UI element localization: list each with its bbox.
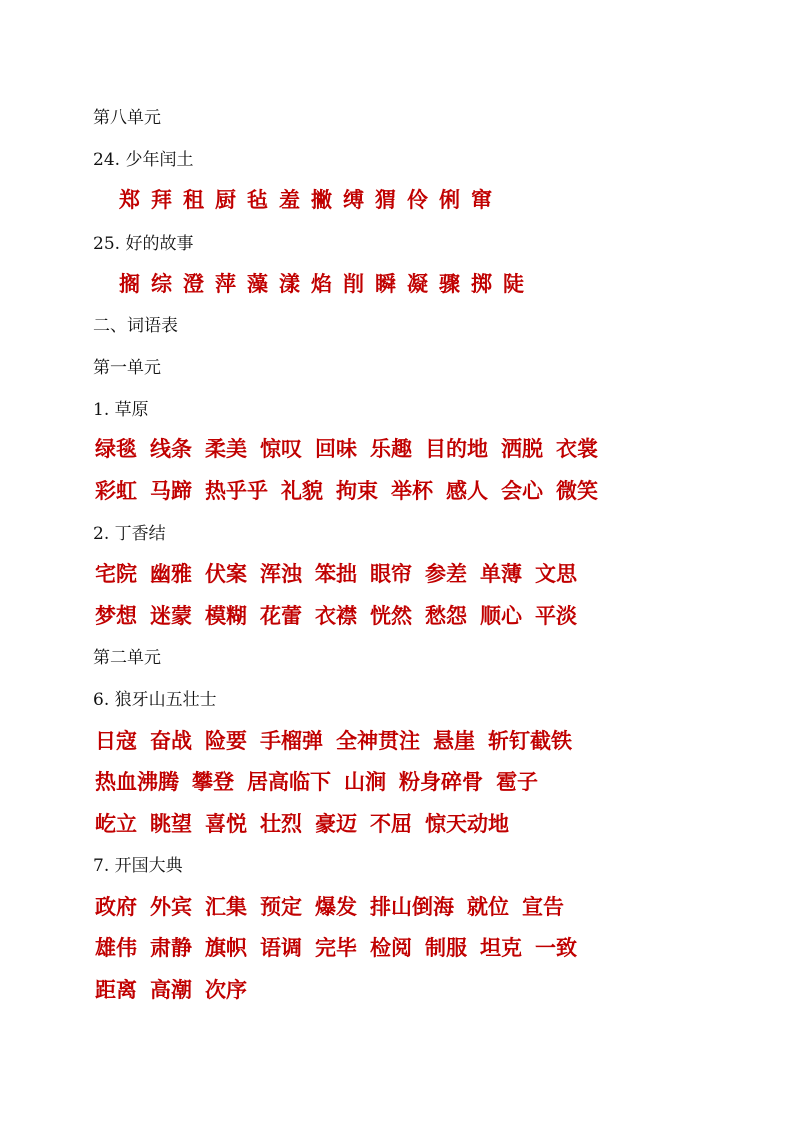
vocab-term: 惊叹	[260, 436, 302, 461]
lesson1-vocab-row-2	[95, 477, 611, 505]
vocab-term: 眼帘	[370, 561, 412, 586]
vocab-term: 衣裳	[556, 436, 598, 461]
vocab-term: 奋战	[150, 728, 192, 753]
vocab-term: 就位	[467, 894, 509, 919]
character-item: 漾	[279, 271, 300, 296]
vocab-term: 礼貌	[281, 478, 323, 503]
vocab-term: 衣襟	[315, 603, 357, 628]
character-item: 瞬	[375, 271, 396, 296]
vocab-term: 山涧	[344, 769, 386, 794]
vocab-term: 惊天动地	[425, 811, 509, 836]
character-item: 搁	[119, 271, 140, 296]
vocab-term: 拘束	[336, 478, 378, 503]
vocab-term: 语调	[260, 935, 302, 960]
vocab-term: 居高临下	[247, 769, 331, 794]
lesson6-vocab-row-2	[95, 768, 551, 796]
lesson2-vocab-row-1	[95, 560, 590, 588]
unit1-heading: 第一单元	[93, 358, 161, 378]
vocab-term: 高潮	[150, 977, 192, 1002]
vocab-term: 微笑	[556, 478, 598, 503]
character-item: 毡	[247, 187, 268, 212]
vocab-term: 距离	[95, 977, 137, 1002]
vocab-term: 举杯	[391, 478, 433, 503]
vocab-term: 彩虹	[95, 478, 137, 503]
vocab-term: 肃静	[150, 935, 192, 960]
vocab-term: 宣告	[522, 894, 564, 919]
vocab-term: 会心	[501, 478, 543, 503]
lesson1-vocab-row-1	[95, 435, 611, 463]
vocab-term: 雹子	[496, 769, 538, 794]
lesson6-vocab-row-1	[95, 727, 585, 755]
vocab-term: 制服	[425, 935, 467, 960]
character-item: 焰	[311, 271, 332, 296]
character-item: 羞	[279, 187, 300, 212]
character-item: 陡	[503, 271, 524, 296]
vocab-term: 顺心	[480, 603, 522, 628]
vocab-term: 次序	[205, 977, 247, 1002]
lesson7-vocab-row-1	[95, 893, 577, 921]
vocab-term: 眺望	[150, 811, 192, 836]
vocab-term: 预定	[260, 894, 302, 919]
vocab-term: 马蹄	[150, 478, 192, 503]
lesson2-vocab-row-2	[95, 602, 590, 630]
vocab-term: 雄伟	[95, 935, 137, 960]
vocab-term: 完毕	[315, 935, 357, 960]
character-item: 削	[343, 271, 364, 296]
vocab-term: 壮烈	[260, 811, 302, 836]
vocab-term: 全神贯注	[336, 728, 420, 753]
vocab-term: 屹立	[95, 811, 137, 836]
vocab-term: 排山倒海	[370, 894, 454, 919]
vocab-term: 迷蒙	[150, 603, 192, 628]
vocab-term: 热血沸腾	[95, 769, 179, 794]
vocab-term: 日寇	[95, 728, 137, 753]
vocab-term: 悬崖	[433, 728, 475, 753]
character-item: 骤	[439, 271, 460, 296]
character-item: 俐	[439, 187, 460, 212]
character-item: 租	[183, 187, 204, 212]
character-item: 拜	[151, 187, 172, 212]
lesson2-title: 2. 丁香结	[93, 524, 166, 544]
vocab-term: 坦克	[480, 935, 522, 960]
vocab-term: 模糊	[205, 603, 247, 628]
character-item: 缚	[343, 187, 364, 212]
vocab-term: 粉身碎骨	[399, 769, 483, 794]
lesson7-vocab-row-2	[95, 934, 590, 962]
vocab-term: 乐趣	[370, 436, 412, 461]
vocab-term: 不屈	[370, 811, 412, 836]
character-item: 综	[151, 271, 172, 296]
vocab-term: 感人	[446, 478, 488, 503]
vocab-term: 文思	[535, 561, 577, 586]
lesson25-title: 25. 好的故事	[93, 234, 194, 254]
vocab-term: 恍然	[370, 603, 412, 628]
character-item: 猬	[375, 187, 396, 212]
vocab-term: 伏案	[205, 561, 247, 586]
vocab-term: 旗帜	[205, 935, 247, 960]
vocab-term: 政府	[95, 894, 137, 919]
lesson6-vocab-row-3	[95, 810, 522, 838]
vocab-term: 外宾	[150, 894, 192, 919]
vocab-term: 爆发	[315, 894, 357, 919]
character-item: 凝	[407, 271, 428, 296]
vocab-term: 柔美	[205, 436, 247, 461]
vocab-term: 攀登	[192, 769, 234, 794]
lesson1-title: 1. 草原	[93, 400, 149, 420]
character-item: 掷	[471, 271, 492, 296]
unit2-heading: 第二单元	[93, 648, 161, 668]
vocab-term: 热乎乎	[205, 478, 268, 503]
lesson7-vocab-row-3	[95, 976, 260, 1004]
vocab-term: 梦想	[95, 603, 137, 628]
lesson24-title: 24. 少年闰土	[93, 150, 194, 170]
vocab-term: 单薄	[480, 561, 522, 586]
lesson6-title: 6. 狼牙山五壮士	[93, 690, 217, 710]
character-item: 澄	[183, 271, 204, 296]
vocab-term: 喜悦	[205, 811, 247, 836]
character-item: 萍	[215, 271, 236, 296]
lesson25-character-row	[119, 270, 535, 298]
lesson7-title: 7. 开国大典	[93, 856, 183, 876]
vocab-term: 参差	[425, 561, 467, 586]
vocab-term: 浑浊	[260, 561, 302, 586]
vocab-term: 豪迈	[315, 811, 357, 836]
vocab-section-heading: 二、词语表	[93, 316, 178, 336]
vocab-term: 检阅	[370, 935, 412, 960]
vocab-term: 目的地	[425, 436, 488, 461]
vocab-term: 宅院	[95, 561, 137, 586]
vocab-term: 绿毯	[95, 436, 137, 461]
character-item: 郑	[119, 187, 140, 212]
vocab-term: 一致	[535, 935, 577, 960]
vocab-term: 险要	[205, 728, 247, 753]
vocab-term: 平淡	[535, 603, 577, 628]
vocab-term: 洒脱	[501, 436, 543, 461]
character-item: 窜	[471, 187, 492, 212]
vocab-term: 斩钉截铁	[488, 728, 572, 753]
vocab-term: 手榴弹	[260, 728, 323, 753]
lesson24-character-row	[119, 186, 503, 214]
unit8-heading: 第八单元	[93, 108, 161, 128]
vocab-term: 线条	[150, 436, 192, 461]
vocab-term: 汇集	[205, 894, 247, 919]
character-item: 撇	[311, 187, 332, 212]
vocab-term: 幽雅	[150, 561, 192, 586]
vocab-term: 愁怨	[425, 603, 467, 628]
character-item: 伶	[407, 187, 428, 212]
vocab-term: 笨拙	[315, 561, 357, 586]
vocab-term: 花蕾	[260, 603, 302, 628]
character-item: 厨	[215, 187, 236, 212]
character-item: 藻	[247, 271, 268, 296]
vocab-term: 回味	[315, 436, 357, 461]
